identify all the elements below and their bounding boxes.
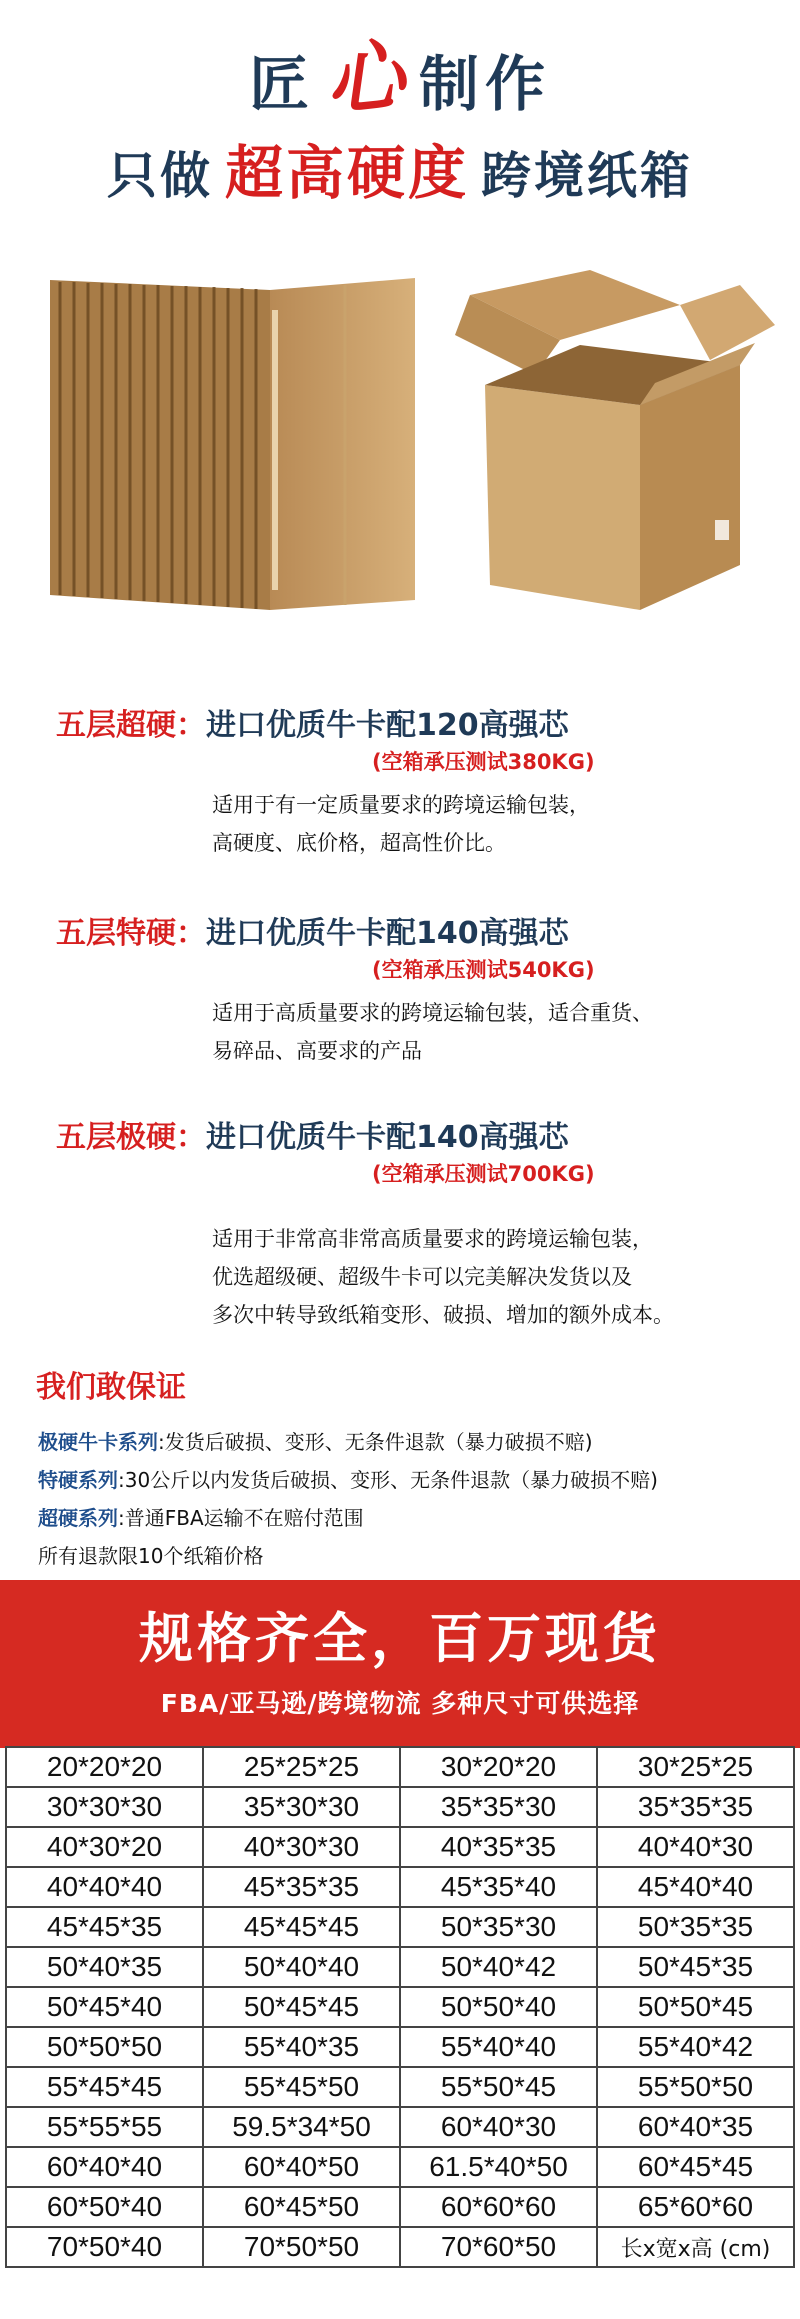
size-cell: 60*45*50 (203, 2187, 400, 2227)
spec-material: 进口优质牛卡配140高强芯 (206, 1120, 569, 1155)
spec-desc-line: 适用于非常高非常高质量要求的跨境运输包装， (212, 1227, 653, 1251)
guarantee-line (38, 1502, 364, 1531)
spec-material: 进口优质牛卡配120高强芯 (206, 708, 569, 743)
guarantee-series: 超硬系列 (38, 1506, 118, 1530)
size-cell: 45*40*40 (597, 1867, 794, 1907)
size-cell: 60*40*30 (400, 2107, 597, 2147)
size-cell: 30*30*30 (6, 1787, 203, 1827)
table-row (6, 2067, 794, 2107)
size-cell: 50*40*35 (6, 1947, 203, 1987)
size-cell: 61.5*40*50 (400, 2147, 597, 2187)
size-cell: 40*40*40 (6, 1867, 203, 1907)
spec-grade-label: 五层特硬： (56, 916, 206, 951)
size-cell: 45*35*35 (203, 1867, 400, 1907)
table-row (6, 1827, 794, 1867)
table-row (6, 2147, 794, 2187)
size-cell: 50*45*40 (6, 1987, 203, 2027)
spec-desc-line: 优选超级硬、超级牛卡可以完美解决发货以及 (212, 1265, 632, 1289)
size-cell: 65*60*60 (597, 2187, 794, 2227)
open-carton-box-image (440, 265, 780, 620)
size-cell: 50*50*50 (6, 2027, 203, 2067)
size-cell: 60*45*45 (597, 2147, 794, 2187)
spec-desc-line: 适用于有一定质量要求的跨境运输包装， (212, 793, 590, 817)
size-cell: 40*35*35 (400, 1827, 597, 1867)
spec-desc-line: 多次中转导致纸箱变形、破损、增加的额外成本。 (212, 1303, 674, 1327)
hero-title-right: 制作 (419, 50, 551, 120)
spec-grade-label: 五层超硬： (56, 708, 206, 743)
size-cell: 70*50*40 (6, 2227, 203, 2267)
hero-subtitle-left: 只做 (106, 147, 213, 205)
size-cell: 60*40*40 (6, 2147, 203, 2187)
spec-description (212, 1220, 674, 1334)
size-cell: 55*45*50 (203, 2067, 400, 2107)
table-row (6, 2107, 794, 2147)
size-cell: 50*50*40 (400, 1987, 597, 2027)
size-cell: 40*40*30 (597, 1827, 794, 1867)
hero-title-left: 匠 (248, 50, 315, 120)
size-cell: 59.5*34*50 (203, 2107, 400, 2147)
banner-title: 规格齐全，百万现货 (139, 1607, 661, 1670)
size-cell: 35*35*35 (597, 1787, 794, 1827)
guarantee-text: :普通FBA运输不在赔付范围 (118, 1506, 364, 1530)
size-cell: 55*45*45 (6, 2067, 203, 2107)
size-cell: 50*50*45 (597, 1987, 794, 2027)
guarantee-title: 我们敢保证 (36, 1370, 186, 1405)
hero-subtitle (0, 126, 800, 210)
spec-title (56, 908, 569, 952)
spec-pressure-test: (空箱承压测试540KG) (372, 958, 595, 982)
size-cell: 50*35*30 (400, 1907, 597, 1947)
size-cell: 45*45*45 (203, 1907, 400, 1947)
guarantee-series: 特硬系列 (38, 1468, 118, 1492)
spec-title (56, 1112, 569, 1156)
size-cell: 40*30*30 (203, 1827, 400, 1867)
size-cell: 40*30*20 (6, 1827, 203, 1867)
spec-desc-line: 适用于高质量要求的跨境运输包装，适合重货、 (212, 1001, 653, 1025)
spec-grade-label: 五层极硬： (56, 1120, 206, 1155)
dimension-unit-note: 长x宽x高 (cm) (597, 2227, 794, 2267)
size-cell: 30*25*25 (597, 1747, 794, 1787)
spec-pressure-test: (空箱承压测试380KG) (372, 750, 595, 774)
guarantee-text: 所有退款限10个纸箱价格 (38, 1544, 264, 1568)
table-row (6, 2027, 794, 2067)
size-cell: 55*40*42 (597, 2027, 794, 2067)
table-row (6, 1907, 794, 1947)
guarantee-line (38, 1540, 263, 1569)
size-cell: 60*40*35 (597, 2107, 794, 2147)
guarantee-series: 极硬牛卡系列 (38, 1430, 158, 1454)
size-cell: 35*35*30 (400, 1787, 597, 1827)
size-cell: 20*20*20 (6, 1747, 203, 1787)
hero-subtitle-emphasis: 超高硬度 (224, 139, 469, 207)
hero-title (0, 16, 800, 128)
size-cell: 55*50*45 (400, 2067, 597, 2107)
spec-desc-line: 易碎品、高要求的产品 (212, 1039, 422, 1063)
size-cell: 55*40*40 (400, 2027, 597, 2067)
size-cell: 50*45*35 (597, 1947, 794, 1987)
size-cell: 50*40*42 (400, 1947, 597, 1987)
table-row (6, 2227, 794, 2267)
flat-stacked-boxes-image (40, 270, 430, 620)
size-cell: 55*40*35 (203, 2027, 400, 2067)
table-row (6, 1787, 794, 1827)
table-row (6, 1947, 794, 1987)
size-cell: 70*60*50 (400, 2227, 597, 2267)
spec-title (56, 700, 569, 744)
spec-material: 进口优质牛卡配140高强芯 (206, 916, 569, 951)
size-cell: 60*40*50 (203, 2147, 400, 2187)
size-cell: 50*45*45 (203, 1987, 400, 2027)
heart-calligraphy-mark: 心 (321, 28, 415, 129)
size-cell: 45*35*40 (400, 1867, 597, 1907)
size-cell: 70*50*50 (203, 2227, 400, 2267)
promo-banner (0, 1580, 800, 1748)
spec-description (212, 786, 590, 862)
table-row (6, 1747, 794, 1787)
size-cell: 45*45*35 (6, 1907, 203, 1947)
spec-description (212, 994, 653, 1070)
size-cell: 60*50*40 (6, 2187, 203, 2227)
size-cell: 50*35*35 (597, 1907, 794, 1947)
size-cell: 50*40*40 (203, 1947, 400, 1987)
guarantee-line (38, 1464, 658, 1493)
guarantee-text: :30公斤以内发货后破损、变形、无条件退款（暴力破损不赔) (118, 1468, 658, 1492)
guarantee-text: :发货后破损、变形、无条件退款（暴力破损不赔) (158, 1430, 593, 1454)
guarantee-line (38, 1426, 593, 1455)
size-table (5, 1746, 795, 2268)
spec-desc-line: 高硬度、底价格，超高性价比。 (212, 831, 506, 855)
size-cell: 30*20*20 (400, 1747, 597, 1787)
banner-subtitle: FBA/亚马逊/跨境物流 多种尺寸可供选择 (160, 1689, 640, 1718)
size-cell: 35*30*30 (203, 1787, 400, 1827)
size-cell: 60*60*60 (400, 2187, 597, 2227)
table-row (6, 1867, 794, 1907)
size-cell: 55*50*50 (597, 2067, 794, 2107)
table-row (6, 2187, 794, 2227)
spec-pressure-test: (空箱承压测试700KG) (372, 1162, 595, 1186)
table-row (6, 1987, 794, 2027)
size-cell: 25*25*25 (203, 1747, 400, 1787)
size-cell: 55*55*55 (6, 2107, 203, 2147)
hero-subtitle-right: 跨境纸箱 (481, 147, 693, 205)
